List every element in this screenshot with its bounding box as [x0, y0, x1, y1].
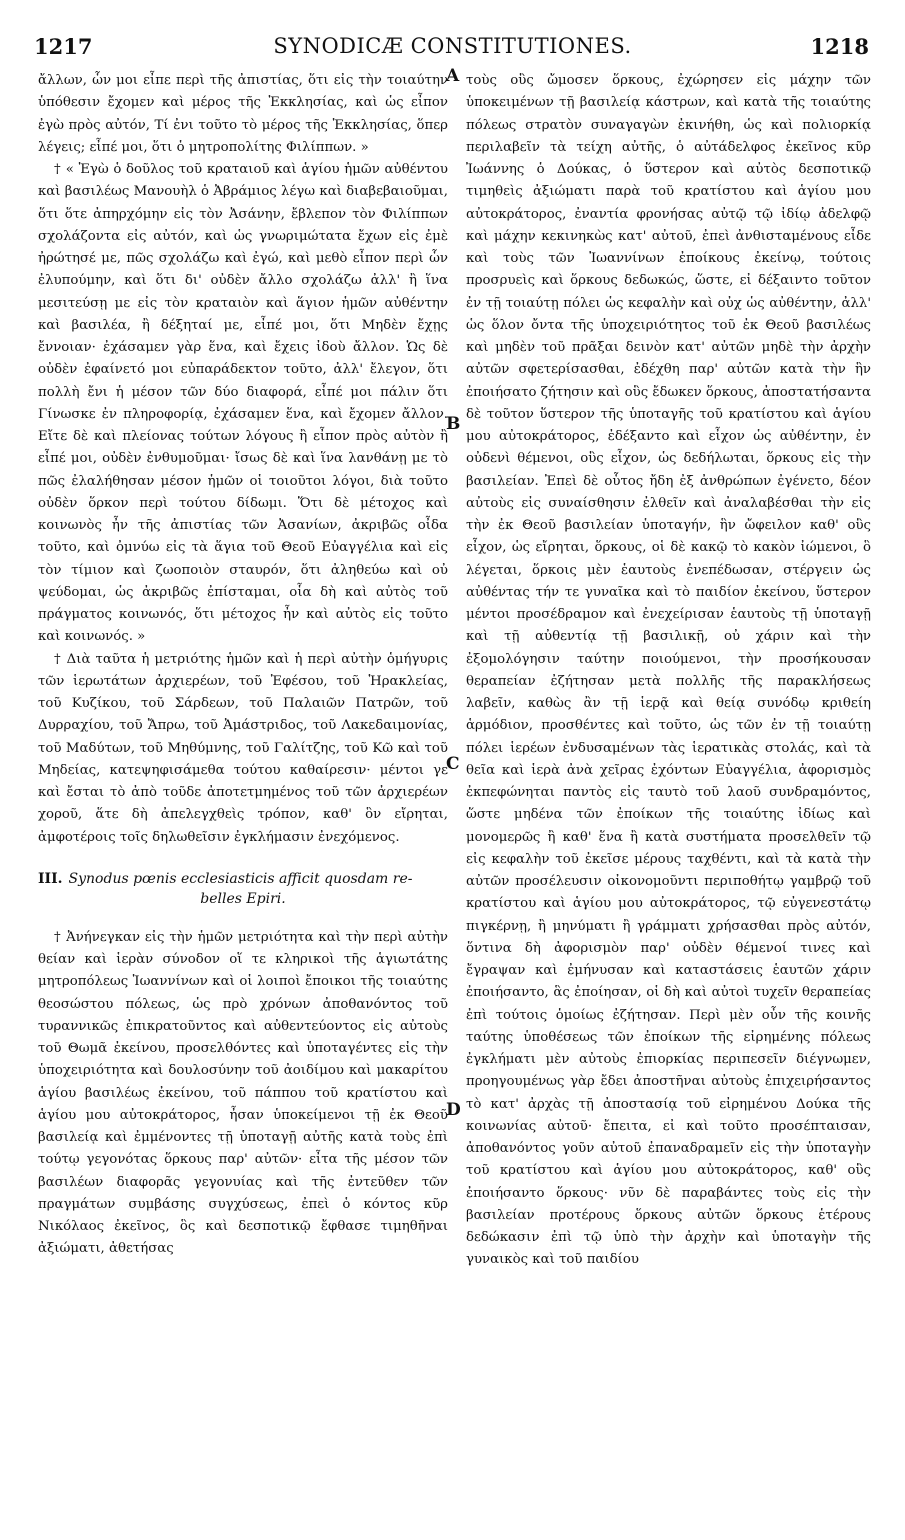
column-number-left: 1217 — [34, 34, 93, 59]
paragraph: † « Ἐγὼ ὁ δοῦλος τοῦ κραταιοῦ καὶ ἁγίου ἡμῶν αὐθέντου καὶ βασιλέως Μανουὴλ ὁ Ἀβράμιος λέγω καὶ διαβεβαιοῦμαι, ὅτι ὅτε ἀπηρχόμην εἰς τὸν Ἀσάνην, ἔβλεπον τὸν Φιλίππων σχολάζοντα εἰς αὐτόν, καὶ ὡς γνωριμώτατα ἔχων εἰς ἐμὲ ἠρώτησέ με, πῶς σχολάζω καὶ ἐγώ, καὶ μεθὸ εἶπον περὶ ὧν ἐλυπούμην, καὶ ὅτι δι' οὐδὲν ἄλλο σχολάζω ἀλλ' ἢ ἵνα μεσιτεύσῃ με εἰς τὸν κραταιὸν καὶ ἅγιον ἡμῶν αὐθέντην καὶ βασιλέα, ἢ δέξηταί με, εἶπέ μοι, ὅτι Μηδὲν ἔχῃς ἔννοιαν· ἐχάσαμεν γὰρ ἕνα, καὶ ἔχεις ἰδοὺ ἄλλον. Ὡς δὲ οὐδὲν ἐφαίνετό μοι εὐπαράδεκτον τοῦτο, ἀλλ' ἔλεγον, ὅτι πολλὴ ἔνι ἡ μέσον τῶν δύο διαφορά, εἶπέ μοι πάλιν ὅτι Γίνωσκε ἐν πληροφορίᾳ, ἐχάσαμεν ἕνα, καὶ ἔχομεν ἄλλον. Εἴτε δὲ καὶ πλείονας τούτων λόγους ἢ εἶπον πρὸς αὐτὸν ἢ εἶπέ μοι, οὐδὲν ἐνθυμοῦμαι· ἴσως δὲ καὶ ἵνα λανθάνῃ με τὸ πῶς ἐλαλήθησαν μέσον ἡμῶν οἱ τοιοῦτοι λόγοι, διὰ τοῦτο οὐδὲν ὅρκον περὶ τούτου δίδωμι. Ὅτι δὲ μέτοχος καὶ κοινωνὸς ἦν τῆς ἀπιστίας τῶν Ἀσανίων, ἀκριβῶς οἶδα τοῦτο, καὶ ὀμνύω εἰς τὰ ἅγια τοῦ Θεοῦ Εὐαγγέλια καὶ εἰς τὸν τίμιον καὶ ζωοποιὸν σταυρόν, ὅτι ἀληθεύω καὶ οὐ ψεύδομαι, ὡς ἀκριβῶς ἐπίσταμαι, οἷα δὴ καὶ αὐτὸς τοῦ πράγματος κοινωνός, ὅτι μέτοχος ἦν καὶ αὐτὸς εἰς τοῦτο καὶ κοινωνός. » — [38, 162, 448, 645]
paragraph: † Ἀνήνεγκαν εἰς τὴν ἡμῶν μετριότητα καὶ τὴν περὶ αὐτὴν θείαν καὶ ἱερὰν σύνοδον οἵ τε κληρικοὶ τῆς ἁγιωτάτης μητροπόλεως Ἰωαννίνων καὶ οἱ λοιποὶ ἔποικοι τῆς τοιαύτης θεοσώστου πόλεως, ὡς πρὸ χρόνων ἀποθανόντος τοῦ τυραννικῶς ἐπικρατοῦντος καὶ αὐθεντεύοντος εἰς αὐτοὺς τοῦ Θωμᾶ ἐκείνου, προσελθόντες καὶ ὑποταγέντες εἰς τὴν ὑποχειριότητα καὶ δουλοσύνην τοῦ ἀοιδίμου καὶ μακαρίτου ἁγίου βασιλέως ἐκείνου, τοῦ πάππου τοῦ κρατίστου καὶ ἁγίου μου αὐτοκράτορος, ἦσαν ὑποκείμενοι τῇ ἐκ Θεοῦ βασιλείᾳ καὶ ἐμμένοντες τῇ ὑποταγῇ αὐτῆς κατὰ τοὺς ἐπὶ τούτῳ γεγονότας ὅρκους παρ' αὐτῶν· εἶτα τῆς μέσον τῶν βασιλέων διαφορᾶς γεγονυίας καὶ τῆς ἐντεῦθεν τῶν πραγμάτων συμβάσης συγχύσεως, ἐπεὶ ὁ κόντος κῦρ Νικόλαος ἐκεῖνος, ὃς καὶ δεσποτικῷ ἔφθασε τιμηθῆναι ἀξιώματι, ἀθετήσας — [38, 929, 448, 1257]
section-title-line-1: Synodus pœnis ecclesiasticis afficit quosdam re- — [68, 870, 413, 887]
section-heading — [38, 869, 448, 909]
margin-marker-a: A — [446, 66, 460, 86]
right-column — [466, 70, 871, 1272]
margin-marker-c: C — [446, 754, 460, 774]
margin-marker-b: B — [446, 414, 461, 434]
section-number: III. — [38, 870, 63, 887]
page-header — [0, 28, 905, 68]
paragraph: † Διὰ ταῦτα ἡ μετριότης ἡμῶν καὶ ἡ περὶ αὐτὴν ὁμήγυρις τῶν ἱερωτάτων ἀρχιερέων, τοῦ Ἐφέσου, τοῦ Ἡρακλείας, τοῦ Κυζίκου, τοῦ Σάρδεων, τοῦ Παλαιῶν Πατρῶν, τοῦ Δυρραχίου, τοῦ Ἄπρω, τοῦ Ἀμάστριδος, τοῦ Λακεδαιμονίας, τοῦ Μαδύτων, τοῦ Μηθύμνης, τοῦ Γαλίτζης, τοῦ Κῶ καὶ τοῦ Μηδείας, κατεψηφισάμεθα τούτου καθαίρεσιν· μέντοι γε καὶ ἔσται τὸ ἀπὸ τοῦδε ἀποτετμημένος τοῦ τῶν ἀρχιερέων χοροῦ, ἅτε δὴ ἀπελεγχθεὶς τρόπον, καθ' ὃν εἴρηται, ἀμφοτέροις τοῖς δηλωθεῖσιν ἐγκλήμασιν ἐνεχόμενος. — [38, 651, 448, 845]
paragraph: τοὺς οὓς ὤμοσεν ὅρκους, ἐχώρησεν εἰς μάχην τῶν ὑποκειμένων τῇ βασιλείᾳ κάστρων, καὶ κατὰ τῆς τοιαύτης πόλεως στρατὸν συναγαγὼν ἐκινήθη, ὡς καὶ πολιορκίᾳ περιλαβεῖν τὰ τείχη αὐτῆς, ὁ αὐτάδελφος ἐκεῖνος κῦρ Ἰωάννης ὁ Δούκας, ὁ ὕστερον καὶ αὐτὸς δεσποτικῷ τιμηθεὶς ἀξιώματι παρὰ τοῦ κρατίστου καὶ ἁγίου μου αὐτοκράτορος, ἐναντία φρονήσας αὐτῷ τῷ ἰδίῳ ἀδελφῷ καὶ μάχην κεκινηκὼς κατ' αὐτοῦ, ἐπεὶ ἀνθισταμένους εἶδε καὶ τοὺς τῶν Ἰωαννίνων ἐποίκους ἐκείνῳ, τούτοις προσρυεὶς καὶ ὅρκους δεδωκώς, ὥστε, εἰ δέξαιντο τοῦτον ἐν τῇ τοιαύτῃ πόλει ὡς κεφαλὴν καὶ οὐχ ὡς αὐθέντην, ἀλλ' ὡς ὅλον ὄντα τῆς ὑποχειριότητος τοῦ ἐκ Θεοῦ βασιλέως καὶ μηδὲν τοῦ πρᾶξαι δεινὸν κατ' αὐτῶν μηδὲ τὴν ἀρχὴν αὐτῶν σφετερίσασθαι, ἐδέχθη παρ' αὐτῶν κατὰ τὴν ἣν ἐποιήσατο ζήτησιν καὶ οὓς ἔδωκεν ὅρκους, ἀποστατήσαντα δὲ τοῦτον ὕστερον τῆς ὑποταγῆς τοῦ κρατίστου καὶ ἁγίου μου αὐτοκράτορος, ἐδέξαντο καὶ εἶχον ὡς αὐθέντην, ἐν οὐδενὶ θέμενοι, οὓς εἶχον, ὡς δεδήλωται, ὅρκους εἰς τὴν βασιλείαν. Ἐπεὶ δὲ οὗτος ἤδη ἐξ ἀνθρώπων ἐγένετο, δέον αὐτοὺς εἰς συναίσθησιν ἐλθεῖν καὶ ἀναλαβέσθαι τὴν εἰς τὴν ἐκ Θεοῦ βασιλείαν ὑποταγήν, ἣν ὤφειλον καθ' οὓς εἶχον, ὡς εἴρηται, ὅρκους, οἱ δὲ κακῷ τὸ κακὸν ἰώμενοι, ὃ λέγεται, ὅρκοις μὲν ἑαυτοὺς ἐνεπέδωσαν, στέργειν ὡς αὐθέντας τήν τε γυναῖκα καὶ τὸ παιδίον ἐκείνου, ὕστερον μέντοι προσέδραμον καὶ ἐνεχείρισαν ἑαυτοὺς τῇ ὑποταγῇ καὶ τῇ αὐθεντίᾳ τῇ βασιλικῇ, οὐ χάριν καὶ τὴν ἐξομολόγησιν ταύτην ποιούμενοι, τὴν προσήκουσαν θεραπείαν ἐζήτησαν μετὰ πολλῆς τῆς παρακλήσεως λαβεῖν, καθὼς ἂν τῇ ἱερᾷ καὶ θείᾳ συνόδῳ κριθείη ἁρμόδιον, προσθέντες καὶ τοῦτο, ὡς τῶν ἐν τῇ τοιαύτῃ πόλει ἱερέων ἐνδυσαμένων τὰς ἱερατικὰς στολάς, καὶ τὰ θεῖα καὶ ἱερὰ ἀνὰ χεῖρας ἐχόντων Εὐαγγέλια, ἀφορισμὸς ἐκπεφώνηται παντὸς εἰς ταυτὸ τοῦ λαοῦ συνδραμόντος, ὥστε μηδένα τῶν ἐποίκων τῆς τοιαύτης ἰδίως καὶ μονομερῶς ἢ καθ' ἕνα ἢ κατὰ συστήματα προσελθεῖν τῷ εἰς κεφαλὴν τοῦ ἐκεῖσε μέρους ταχθέντι, καὶ τὰ κατὰ τὴν αὐτῶν προσέλευσιν οἰκονομοῦντι περιποθήτῳ γαμβρῷ τοῦ κρατίστου καὶ ἁγίου μου αὐτοκράτορος, τῷ εὐγενεστάτῳ πιγκέρνῃ, ἢ μηνύματι ἢ γράμματι χρήσασθαι πρὸς αὐτόν, ὅντινα δὴ ἀφορισμὸν παρ' οὐδὲν θέμενοί τινες καὶ ἔγραψαν καὶ ἐμήνυσαν καὶ καταστάσεις ἑαυτῶν χάριν ἐποιήσαντο, ἃς ἐποίησαν, οἱ δὴ καὶ αὐτοὶ τυχεῖν θεραπείας ἐπὶ τούτοις ὁμοίως ἐζήτησαν. Περὶ μὲν οὖν τῆς κοινῆς ταύτης ὑποθέσεως τῶν ἐποίκων τῆς εἰρημένης πόλεως ἐγκλήματι μὲν αὐτοὺς ἐπιορκίας περιπεσεῖν διέγνωμεν, προηγουμένως γὰρ ἔδει ἀποστῆναι αὐτοὺς ἐπιχειρήσαντος τὸ κατ' ἀρχὰς τῇ ἀποστασίᾳ τοῦ εἰρημένου Δούκα τῆς κοινωνίας αὐτοῦ· ἔπειτα, εἰ καὶ τοῦτο προσέπταισαν, ἀποθανόντος γοῦν αὐτοῦ ἐπαναδραμεῖν εἰς τὴν ὑποταγὴν τοῦ κρατίστου καὶ ἁγίου μου αὐτοκράτορος, καθ' οὓς ἐποιήσαντο ὅρκους· νῦν δὲ παραβάντες τοὺς εἰς τὴν βασιλείαν προτέρους ὅρκους αὐτῶν ὅρκους ἑτέρους δεδώκασιν ἐπὶ τῷ ὑπὸ τὴν ἀρχὴν καὶ ὑποταγὴν τῆς γυναικὸς καὶ τοῦ παιδίου — [466, 73, 871, 1268]
column-number-right: 1218 — [810, 34, 869, 59]
running-title: SYNODICÆ CONSTITUTIONES. — [273, 34, 632, 58]
paragraph: ἄλλων, ὧν μοι εἶπε περὶ τῆς ἀπιστίας, ὅτι εἰς τὴν τοιαύτην ὑπόθεσιν ἔχομεν καὶ μέρος τῆς Ἐκκλησίας, καὶ ὡς εἶπον ἐγὼ πρὸς αὐτόν, Τί ἐνι τοῦτο τὸ μέρος τῆς Ἐκκλησίας, ὅπερ λέγεις; εἶπέ μοι, ὅτι ὁ μητροπολίτης Φιλίππων. » — [38, 73, 448, 155]
section-title-line-2: belles Epiri. — [200, 890, 286, 907]
margin-marker-d: D — [446, 1100, 461, 1120]
left-column — [38, 70, 448, 1261]
